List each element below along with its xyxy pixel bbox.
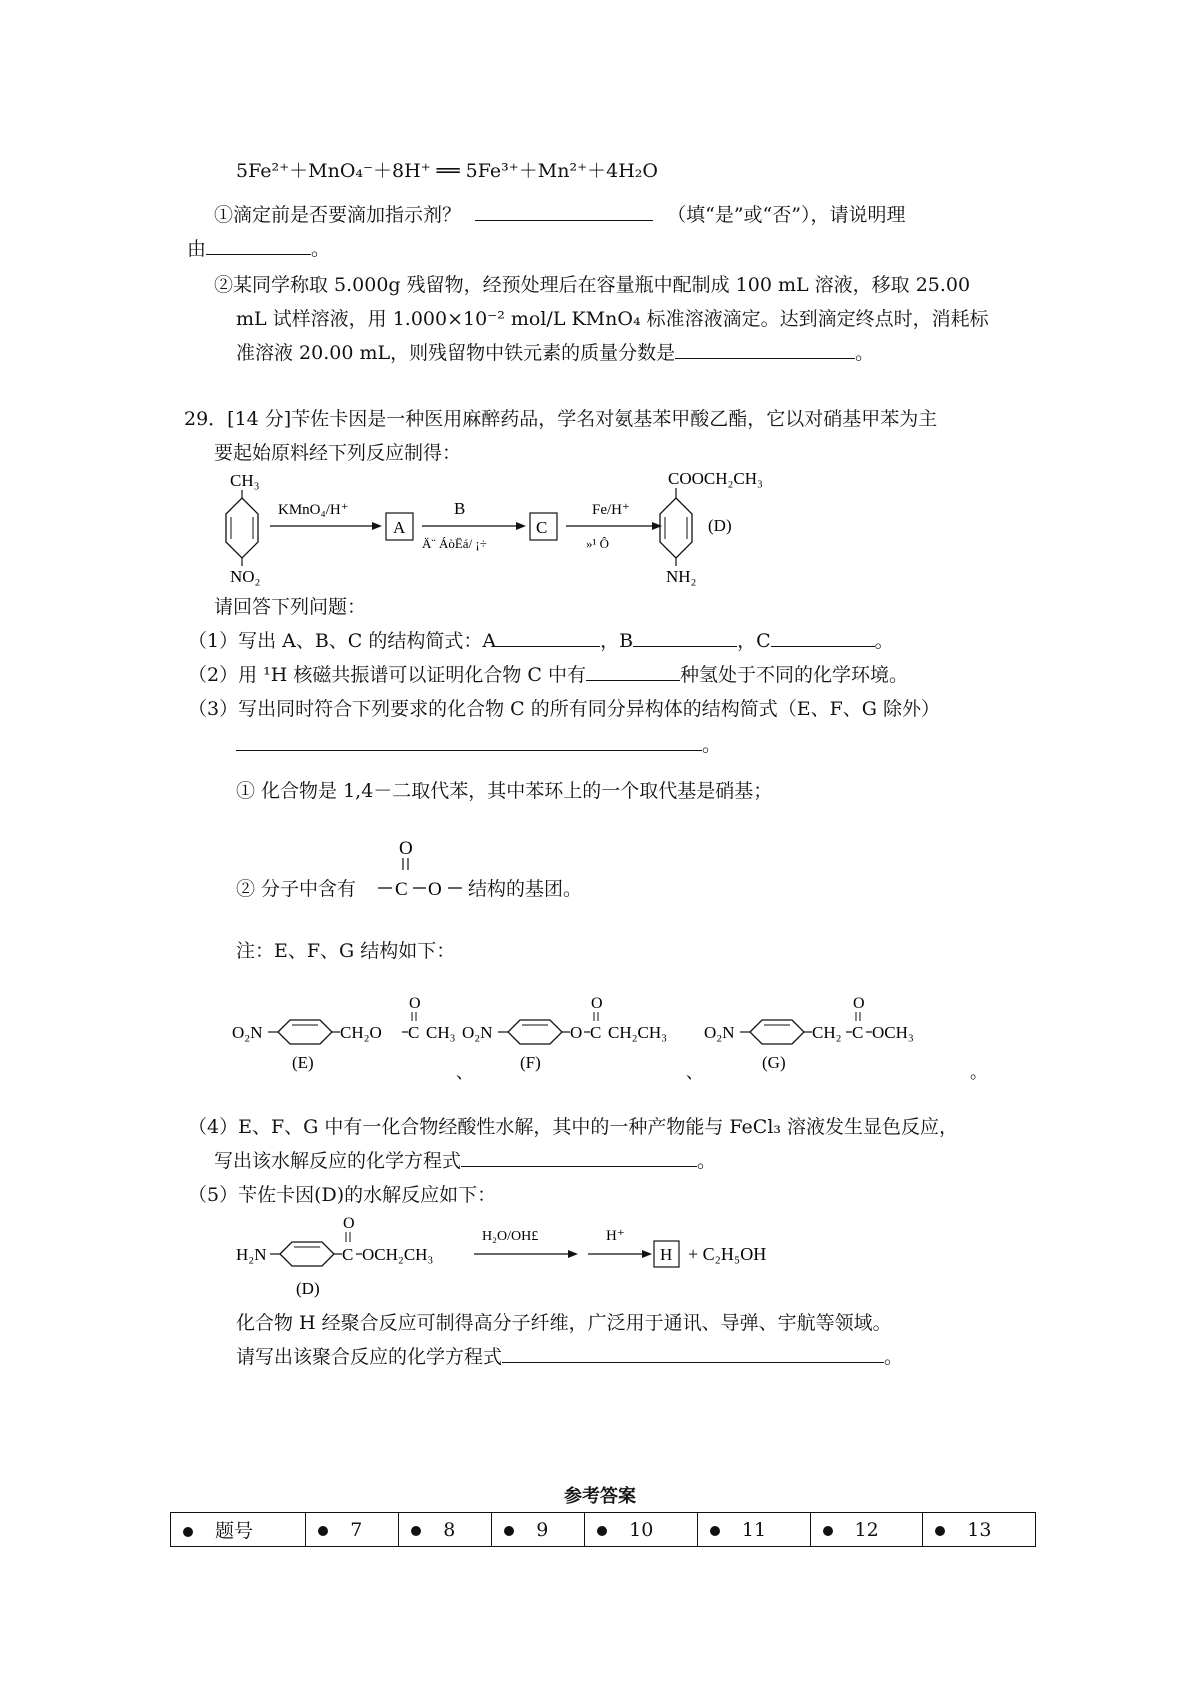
bullet-dot-icon xyxy=(935,1526,945,1536)
part-5-line-2: 化合物 H 经聚合反应可制得高分子纤维，广泛用于通讯、导弹、宇航等领域。 xyxy=(236,1312,892,1334)
answer-table xyxy=(170,1512,1036,1547)
g-tail: OCH₃ xyxy=(872,1023,914,1042)
part-3-line: （3）写出同时符合下列要求的化合物 C 的所有同分异构体的结构简式（E、F、G 除外） xyxy=(188,698,940,720)
box-a-label: A xyxy=(393,518,406,537)
punctuation: 。 xyxy=(884,1346,904,1368)
note-line: 注：E、F、G 结构如下： xyxy=(236,940,456,962)
carbonyl-o: O xyxy=(399,838,413,859)
part-4-text: 写出该水解反应的化学方程式 xyxy=(214,1150,462,1172)
arrow-head xyxy=(568,1250,578,1258)
garbled-condition: Ä¨ ÁòËá/ ¡÷ xyxy=(422,536,487,551)
carbonyl-o: O xyxy=(591,995,603,1012)
bullet-dot-icon xyxy=(504,1526,514,1536)
part-5-line-3 xyxy=(236,1344,903,1370)
table-cell xyxy=(585,1513,698,1547)
bullet-dot-icon xyxy=(710,1526,720,1536)
nitro-label: O₂N xyxy=(704,1023,735,1042)
bullet-dot-icon xyxy=(823,1526,833,1536)
condition-2-tail: 结构的基团。 xyxy=(468,878,583,900)
condition-2-text: ② 分子中含有 xyxy=(236,878,357,900)
reagent-fe: Fe/H⁺ xyxy=(592,502,630,518)
answer-blank[interactable] xyxy=(633,628,737,647)
reagent-acid: H⁺ xyxy=(606,1228,625,1244)
carbonyl-o: O xyxy=(409,995,421,1012)
bullet-dot-icon xyxy=(318,1526,328,1536)
benzene-ring xyxy=(508,1020,562,1044)
ester-group-label: COOCH₂CH₃ xyxy=(668,469,763,488)
carbonyl-c: C xyxy=(342,1245,354,1264)
f-linker: O xyxy=(570,1023,583,1042)
end-mark: 。 xyxy=(970,1063,987,1082)
question-2-line-3 xyxy=(236,340,874,366)
question-2-line-1: ②某同学称取 5.000g 残留物，经预处理后在容量瓶中配制成 100 mL 溶液，移取 25.00 xyxy=(214,274,971,296)
table-cell xyxy=(171,1513,306,1547)
carbonyl-o: O xyxy=(343,1215,355,1232)
answer-prompt: 请回答下列问题： xyxy=(214,596,367,618)
part-1-b: ，B xyxy=(600,630,634,652)
answer-blank[interactable] xyxy=(496,628,600,647)
part-4-line-2 xyxy=(214,1148,716,1174)
bullet-dot-icon xyxy=(411,1526,421,1536)
separator: 、 xyxy=(456,1063,473,1082)
product-d-label: (D) xyxy=(708,516,732,535)
cell-label: 11 xyxy=(741,1518,767,1541)
carbonyl-c: C xyxy=(852,1023,864,1042)
cell-label: 8 xyxy=(443,1518,456,1541)
answer-heading: 参考答案 xyxy=(564,1486,636,1507)
part-5-text: 请写出该聚合反应的化学方程式 xyxy=(236,1346,503,1368)
question-1-reason-line xyxy=(187,236,330,262)
answer-blank[interactable] xyxy=(502,1344,884,1363)
carbonyl-c: C xyxy=(590,1023,602,1042)
table-row xyxy=(171,1513,1036,1547)
g-linker: CH₂ xyxy=(812,1023,842,1042)
benzene-ring xyxy=(750,1020,804,1044)
carbonyl-o: O xyxy=(853,995,865,1012)
part-3-answer-line xyxy=(236,732,721,758)
answer-blank[interactable] xyxy=(475,202,653,221)
garbled-condition: »¹ Ô xyxy=(586,536,610,551)
structures-efg xyxy=(230,990,990,1082)
bullet-dot-icon xyxy=(183,1527,193,1537)
part-1-text: （1）写出 A、B、C 的结构简式：A xyxy=(188,630,497,652)
product-d-label: (D) xyxy=(296,1279,320,1298)
arrow-head xyxy=(372,522,382,530)
ether-o: O xyxy=(428,879,442,900)
carbon-atom: C xyxy=(395,879,408,900)
structure-label-f: (F) xyxy=(520,1053,541,1072)
table-cell xyxy=(923,1513,1036,1547)
box-h-label: H xyxy=(660,1245,673,1264)
ester-group-diagram xyxy=(376,836,476,906)
separator: 、 xyxy=(686,1063,703,1082)
table-cell xyxy=(399,1513,492,1547)
ethanol-product: + C₂H₅OH xyxy=(688,1244,767,1264)
synthesis-scheme xyxy=(200,466,820,584)
q29-intro-line-2: 要起始原料经下列反应制得： xyxy=(214,442,462,464)
cell-label: 7 xyxy=(350,1518,363,1541)
reagent-kmno4: KMnO₄/H⁺ xyxy=(278,502,349,518)
punctuation: 。 xyxy=(855,342,875,364)
answer-blank[interactable] xyxy=(771,628,875,647)
amine-label: NH₂ xyxy=(666,567,697,586)
answer-blank[interactable] xyxy=(236,732,702,751)
part-2-text: （2）用 ¹H 核磁共振谱可以证明化合物 C 中有 xyxy=(188,664,586,686)
part-1-line xyxy=(188,628,894,654)
methyl-label: CH₃ xyxy=(230,471,260,490)
structure-label-g: (G) xyxy=(762,1053,786,1072)
cell-label: 12 xyxy=(854,1518,879,1541)
question-1-reason-label: 由 xyxy=(187,238,207,260)
question-1-line xyxy=(214,202,905,228)
reagent-b: B xyxy=(454,499,466,518)
benzene-ring xyxy=(280,1242,334,1266)
nitro-label: O₂N xyxy=(462,1023,493,1042)
punctuation: 。 xyxy=(697,1150,717,1172)
part-4-line-1: （4）E、F、G 中有一化合物经酸性水解，其中的一种产物能与 FeCl₃ 溶液发生显色反应， xyxy=(188,1116,959,1138)
e-linker: CH₂O xyxy=(340,1023,382,1042)
q29-intro-line-1: 29．[14 分]苄佐卡因是一种医用麻醉药品，学名对氨基苯甲酸乙酯，它以对硝基甲苯为主 xyxy=(184,408,938,430)
cell-label: 题号 xyxy=(215,1520,254,1542)
arrow-head xyxy=(642,1250,652,1258)
question-2-line-2: mL 试样溶液，用 1.000×10⁻² mol/L KMnO₄ 标准溶液滴定。达到滴定终点时，消耗标 xyxy=(236,308,989,330)
bullet-dot-icon xyxy=(597,1526,607,1536)
punctuation: 。 xyxy=(311,238,331,260)
part-2-tail: 种氢处于不同的化学环境。 xyxy=(679,664,908,686)
table-cell xyxy=(810,1513,923,1547)
part-1-c: ，C xyxy=(737,630,771,652)
part-2-line xyxy=(188,662,908,688)
question-1-text: ①滴定前是否要滴加指示剂？ xyxy=(214,204,462,226)
answer-blank[interactable] xyxy=(461,1148,697,1167)
cell-label: 9 xyxy=(536,1518,549,1541)
hydrolysis-scheme xyxy=(232,1208,812,1300)
f-tail: CH₂CH₃ xyxy=(608,1023,668,1042)
amine-label: H₂N xyxy=(236,1245,267,1264)
arrow-head xyxy=(516,522,526,530)
benzene-ring xyxy=(278,1020,332,1044)
punctuation: 。 xyxy=(702,734,722,756)
table-cell xyxy=(492,1513,585,1547)
answer-blank[interactable] xyxy=(675,340,855,359)
table-cell xyxy=(697,1513,810,1547)
table-cell xyxy=(306,1513,399,1547)
redox-equation: 5Fe²⁺＋MnO₄⁻＋8H⁺ ══ 5Fe³⁺＋Mn²⁺＋4H₂O xyxy=(236,160,658,182)
carbonyl-c: C xyxy=(408,1023,420,1042)
structure-label-e: (E) xyxy=(292,1053,314,1072)
e-tail: CH₃ xyxy=(426,1023,456,1042)
question-2-text: 准溶液 20.00 mL，则残留物中铁元素的质量分数是 xyxy=(236,342,676,364)
cell-label: 13 xyxy=(967,1518,992,1541)
punctuation: 。 xyxy=(874,630,894,652)
nitro-label: NO₂ xyxy=(230,567,261,586)
cell-label: 10 xyxy=(629,1518,654,1541)
question-1-hint: （填“是”或“否”），请说明理 xyxy=(667,204,906,226)
condition-1: ① 化合物是 1,4－二取代苯，其中苯环上的一个取代基是硝基； xyxy=(236,780,773,802)
part-5-line: （5）苄佐卡因(D)的水解反应如下： xyxy=(188,1184,497,1206)
reagent-hydroxide: H₂O/OH£ xyxy=(482,1229,539,1244)
nitro-label: O₂N xyxy=(232,1023,263,1042)
answer-blank[interactable] xyxy=(586,662,680,681)
box-c-label: C xyxy=(536,518,548,537)
ethoxy-label: OCH₂CH₃ xyxy=(362,1245,434,1264)
answer-blank[interactable] xyxy=(206,236,311,255)
